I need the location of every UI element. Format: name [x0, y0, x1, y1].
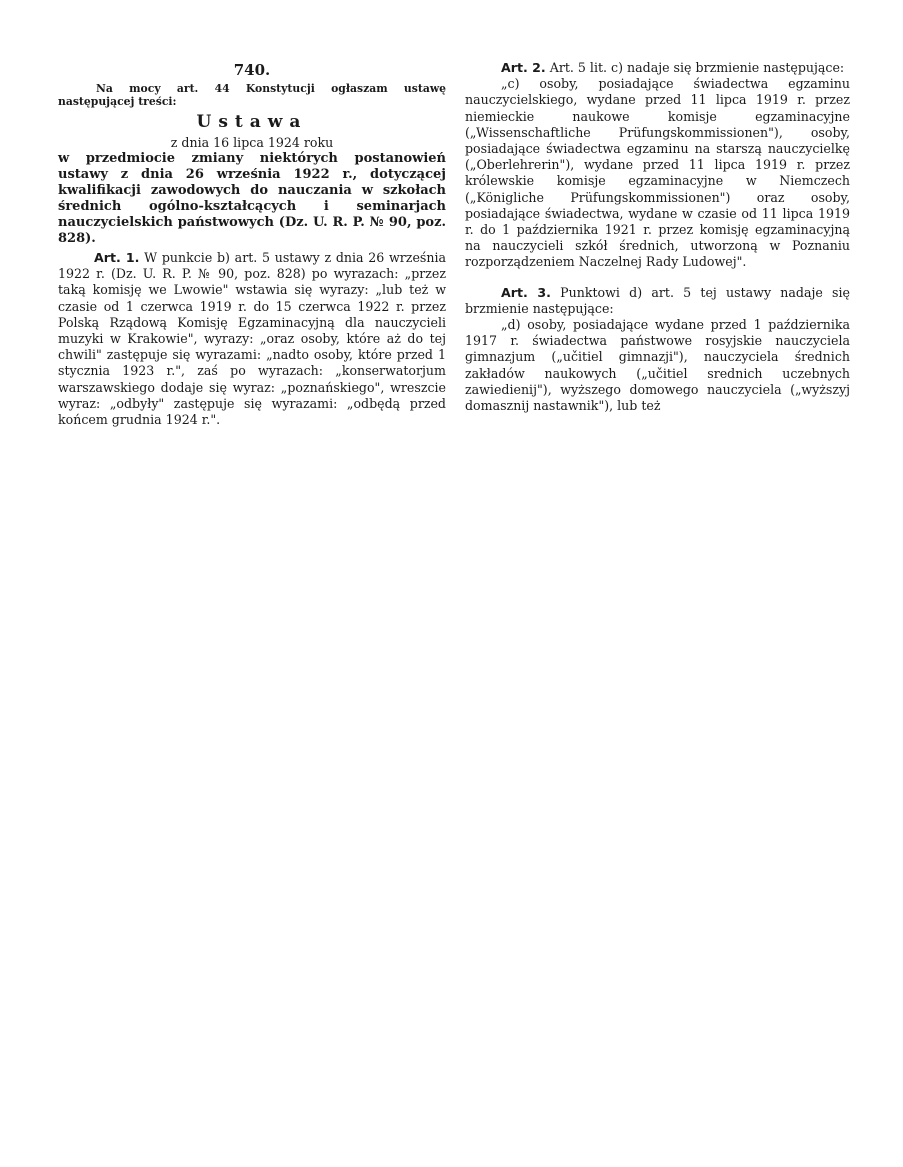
left-column: [58, 60, 446, 428]
article-3-text: „d) osoby, posiadające wydane przed 1 października 1917 r. świadectwa państwowe rosyjskie nauczyciela gimnazjum („učitiel gimnazji"), nauczyciela średnich zakładów naukowych („učitiel srednich uczebnych zawiedienij"), wyższego domowego nauczyciela („wyższyj domasznij nastawnik"), lub też: [465, 317, 850, 414]
right-column: [465, 60, 850, 414]
act-date: z dnia 16 lipca 1924 roku: [170, 135, 334, 150]
article-3-label: Art. 3.: [501, 284, 551, 300]
article-1-text: W punkcie b) art. 5 ustawy z dnia 26 września 1922 r. (Dz. U. R. P. № 90, poz. 828) po wyrazach: „przez taką komisję we Lwowie" wstawia się wyrazy: „lub też w czasie od 1 czerwca 1919 r. do 15 czerwca 1922 r. przez Polską Rządową Komisję Egzaminacyjną dla nauczycieli muzyki w Krakowie", wyrazy: „oraz osoby, które aż do tej chwili" zastępuje się wyrazami: „nadto osoby, które przed 1 stycznia 1923 r.", zaś po wyrazach: „konserwatorjum warszawskiego dodaje się wyraz: „poznańskiego", wreszcie wyraz: „odbyły" zastępuje się wyrazami: „odbędą przed końcem grudnia 1924 r.".: [58, 250, 447, 428]
article-3-intro-text: Punktowi d) art. 5 tej ustawy nadaje się brzmienie następujące:: [465, 284, 851, 316]
article-1: [58, 250, 446, 428]
article-3-intro: [465, 285, 850, 317]
act-subject: w przedmiocie zmiany niektórych postanowień ustawy z dnia 26 września 1922 r., dotyczącej kwalifikacji zawodowych do nauczania w szkołach średnich ogólno-kształcących i seminarjach nauczycielskich państwowych (Dz. U. R. P. № 90, poz. 828).: [58, 151, 446, 246]
document-number: 740.: [233, 61, 271, 79]
article-1-label: Art. 1.: [94, 250, 140, 265]
article-2-intro-text: Art. 5 lit. c) nadaje się brzmienie następujące:: [549, 60, 845, 75]
article-2-intro: [465, 60, 850, 76]
intro-paragraph: Na mocy art. 44 Konstytucji ogłaszam ustawę następującej treści:: [58, 82, 446, 108]
act-title: Ustawa: [196, 112, 308, 132]
article-2-text: „c) osoby, posiadające świadectwa egzaminu nauczycielskiego, wydane przed 11 lipca 1919 r. przez niemieckie naukowe komisje egzaminacyjne („Wissenschaftliche Prüfungskommissionen"), osoby, posiadające świadectwa egzaminu na starszą nauczycielkę („Oberlehrerin"), wydane przed 11 lipca 1919 r. przez królewskie komisje egzaminacyjne w Niemczech („Königliche Prüfungskommissionen") oraz osoby, posiadające świadectwa, wydane w czasie od 11 lipca 1919 r. do 1 października 1921 r. przez komisję egzaminacyjną na nauczycieli szkół średnich, utworzoną w Poznaniu rozporządzeniem Naczelnej Rady Ludowej".: [465, 76, 850, 270]
article-2-label: Art. 2.: [501, 60, 546, 75]
